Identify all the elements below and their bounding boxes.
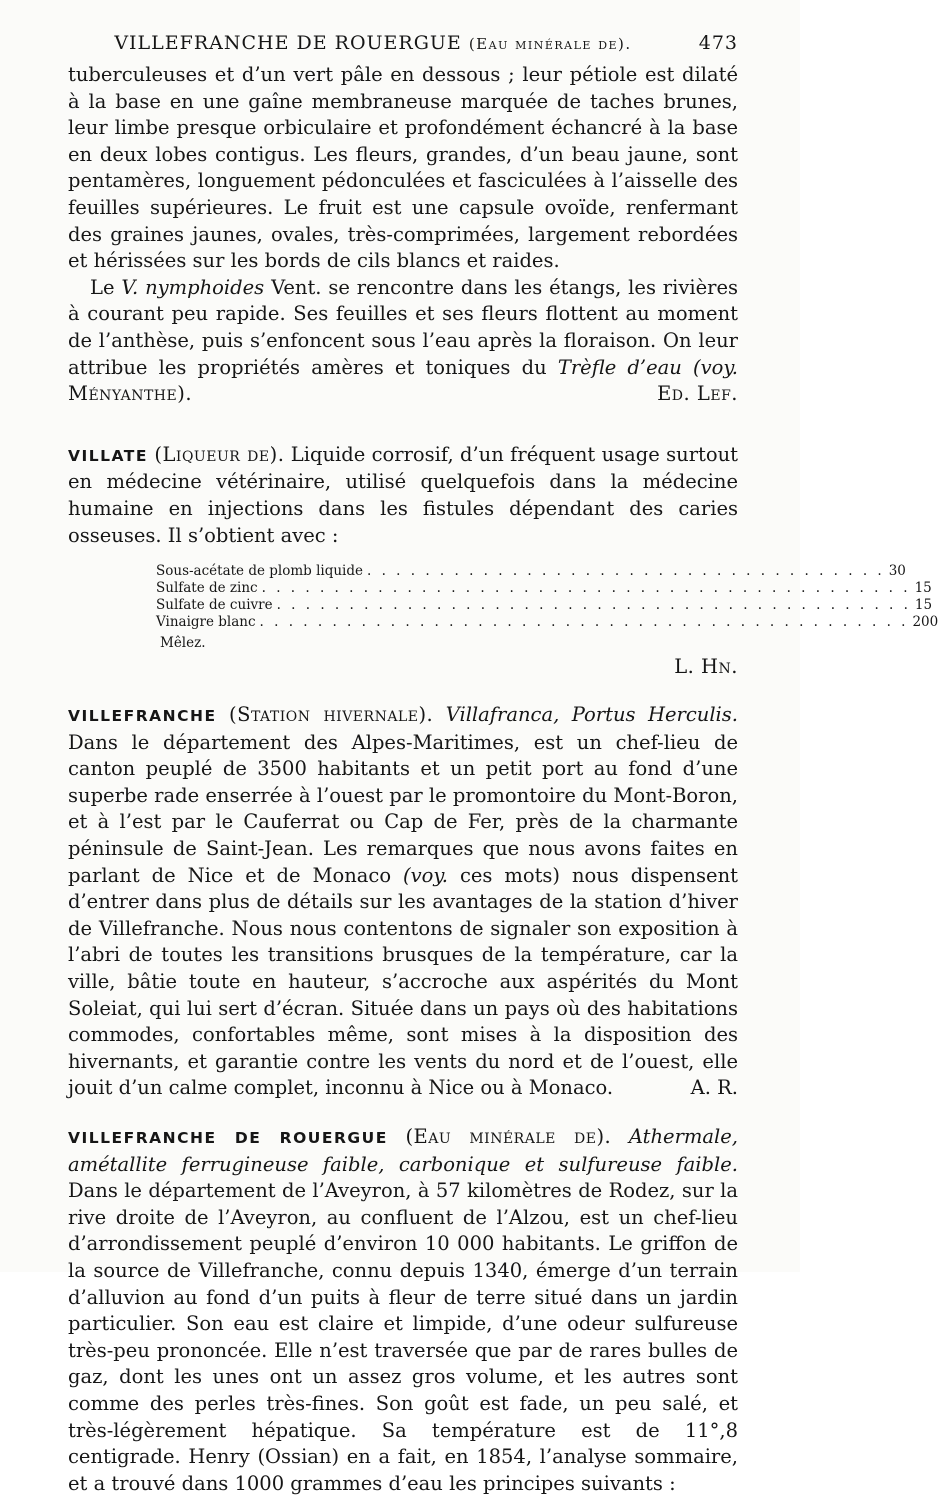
recipe-table — [156, 563, 938, 631]
voy-ref: (voy. — [693, 355, 738, 379]
villefranche-headword: VILLEFRANCHE — [68, 707, 217, 726]
leader-dots: . . . . . . . . . . . . . . . . . . . . . . . . . . . . . . . . . . . . — [367, 563, 885, 580]
running-head — [68, 32, 738, 62]
rouergue-text: Dans le département de l’Aveyron, à 57 kilomètres de Rodez, sur la rive droite de l’Aveyron, au confluent de l’Alzou, est un chef-lieu d’arrondissement peuplé d’environ 10 000 habitants. Le griffon de la source de Villefranche, connu depuis 1340, émerge d’un terrain d’alluvion au fond d’un puits à fleur de terre situé dans un jardin particulier. Son eau est claire et limpide, d’une odeur sulfureuse très-peu prononcée. Elle n’est traversée que par de rares bulles de gaz, dont les unes ont un assez gros volume, et les autres sont comme des perles très-fines. Son goût est fade, un peu salé, et très-légèrement hépatique. Sa température est de 11°,8 centigrade. Henry (Ossian) en a fait, en 1854, l’analyse sommaire, et a trouvé dans 1000 grammes d’eau les principes suivants : — [68, 1179, 738, 1495]
page-number: 473 — [698, 32, 738, 54]
recipe-quantity: 200 — [912, 614, 938, 631]
intro-signature: Ed. Lef. — [657, 382, 738, 406]
recipe-row — [156, 614, 938, 631]
rouergue-headword: VILLEFRANCHE DE ROUERGUE — [68, 1129, 388, 1147]
villefranche-latin: Villafranca, Portus Herculis. — [445, 703, 738, 727]
villefranche-qualifier: (Station hivernale). — [229, 703, 434, 727]
recipe-row — [156, 580, 932, 597]
leader-dots: . . . . . . . . . . . . . . . . . . . . . . . . . . . . . . . . . . . . . . . . . . . . . — [261, 580, 911, 597]
nymphoides-text-a: Le — [90, 275, 115, 299]
villate-signature: L. Hn. — [674, 655, 738, 679]
nymphoides-text-c: Vent. se rencontre dans les étangs, les rivières à courant peu rapide. Ses feuilles et ses fleurs flottent au moment de l’anthèse, puis s’enfoncent sous l’eau après la floraison. On leur attribue les propriétés amères et toniques du — [68, 275, 739, 379]
nymphoides-paragraph — [68, 275, 738, 408]
villefranche-entry — [68, 702, 738, 1102]
leader-dots: . . . . . . . . . . . . . . . . . . . . . . . . . . . . . . . . . . . . . . . . . . . . — [276, 597, 911, 614]
recipe-note: Mêlez. — [160, 635, 206, 652]
recipe-quantity: 30 — [888, 563, 906, 580]
leader-dots: . . . . . . . . . . . . . . . . . . . . . . . . . . . . . . . . . . . . . . . . . . . . . — [259, 614, 909, 631]
villate-headword: VILLATE — [68, 446, 148, 465]
villate-entry — [68, 442, 738, 549]
recipe-ingredient: Vinaigre blanc — [156, 614, 256, 631]
menyanthe-ref: Ményanthe). — [68, 382, 193, 406]
villefranche-text-1: Dans le département des Alpes-Maritimes, est un chef-lieu de canton peuplé de 3500 habitants et un petit port au fond d’une superbe rade enserrée à l’ouest par le promontoire du Mont-Boron, et à l’est par le Cauferrat ou Cap de Fer, près de la charmante péninsule de Saint-Jean. Les remarques que nous avons faites en parlant de Nice et de Monaco — [68, 730, 738, 887]
rouergue-qualifier: (Eau minérale de). — [405, 1125, 612, 1148]
recipe-ingredient: Sous-acétate de plomb liquide — [156, 563, 364, 580]
running-head-main: VILLEFRANCHE DE ROUERGUE — [114, 32, 462, 54]
intro-paragraph — [68, 62, 738, 275]
intro-text: tuberculeuses et d’un vert pâle en dessous ; leur pétiole est dilaté à la base en une gaîne membraneuse marquée de taches brunes, leur limbe presque orbiculaire et profondément échancré à la base en deux lobes contigus. Les fleurs, grandes, d’un beau jaune, sont pentamères, longuement pédonculées et fasciculées à l’aisselle des feuilles supérieures. Le fruit est une capsule ovoïde, renfermant des graines jaunes, ovales, très-comprimées, largement rebordées et hérissées sur les bords de cils blancs et raides. — [68, 63, 738, 273]
recipe-quantity: 15 — [914, 580, 932, 597]
villefranche-text-2: ces mots) nous dispensent d’entrer dans plus de détails sur les avantages de la station d’hiver de Villefranche. Nous nous contentons de signaler son exposition à l’abri de toutes les transitions brusques de la température, car la ville, bâtie toute en hauteur, s’accroche aux aspérités du Mont Soleiat, qui lui sert d’écran. Située dans un pays où des habitations commodes, confortables même, sont mises à la disposition des hivernants, et garantie contre les vents du nord et de l’ouest, elle jouit d’un calme complet, inconnu à Nice ou à Monaco. — [68, 863, 738, 1100]
rouergue-entry — [68, 1124, 738, 1497]
voy-ref: (voy. — [403, 863, 448, 887]
villate-qualifier: (Liqueur de). — [154, 442, 285, 466]
running-head-title — [114, 32, 691, 54]
running-head-paren: (Eau minérale de). — [468, 35, 632, 53]
recipe-row — [156, 563, 906, 580]
recipe-quantity: 15 — [914, 597, 933, 614]
rouergue-classification: Athermale, amétallite ferrugineuse faible, carbonique et sulfureuse faible. — [68, 1125, 739, 1176]
recipe-row — [156, 597, 933, 614]
nymphoides-species: V. nymphoides — [121, 275, 265, 299]
trefle-deau-term: Trèfle d’eau — [557, 355, 682, 379]
recipe-ingredient: Sulfate de cuivre — [156, 597, 273, 614]
recipe-ingredient: Sulfate de zinc — [156, 580, 258, 597]
villefranche-signature: A. R. — [690, 1076, 738, 1100]
villate-text: Liquide corrosif, d’un fréquent usage surtout en médecine vétérinaire, utilisé quelquefois dans la médecine humaine en injections dans les fistules dépendant des caries osseuses. Il s’obtient avec : — [68, 442, 739, 547]
